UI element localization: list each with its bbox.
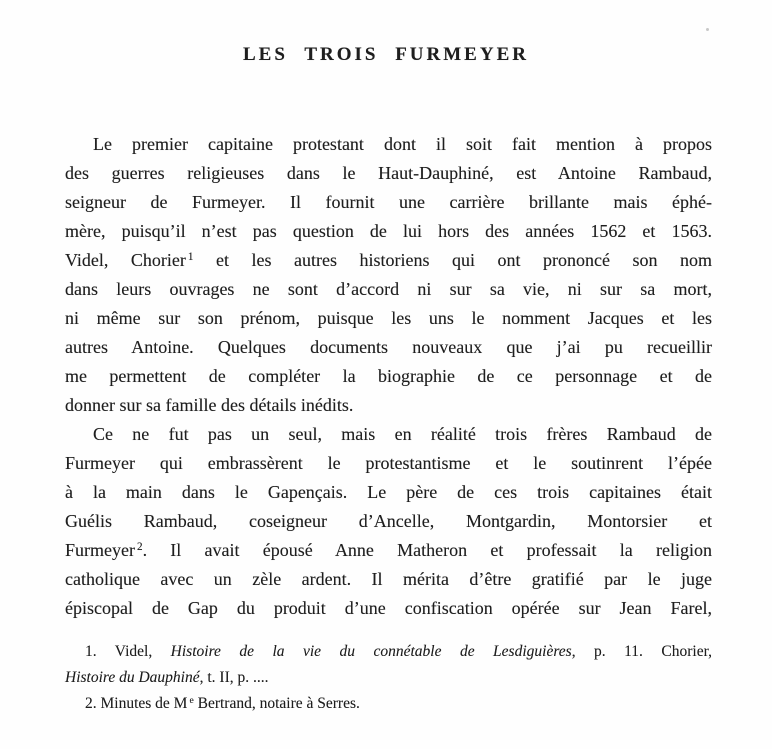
body-line [65,478,712,507]
text-run: Histoire du Dauphiné [65,669,200,686]
footnote-line [65,639,712,665]
text-run: , p. 11. Chorier, [571,643,713,660]
text-run: Videl, Chorier [65,250,186,270]
text-run: ni même sur son prénom, puisque les uns le nomment Jacques et les [65,308,712,328]
text-run: 1. Videl, [85,643,171,660]
scan-speck-artifact [706,28,709,31]
text-run: dans leurs ouvrages ne sont d’accord ni sur sa vie, ni sur sa mort, [65,279,712,299]
body-line [65,333,712,362]
text-run: Bertrand, notaire à Serres. [193,695,360,712]
footnote-line [65,691,712,717]
text-run: catholique avec un zèle ardent. Il mérita d’être gratifié par le juge [65,569,712,589]
text-run: seigneur de Furmeyer. Il fournit une carrière brillante mais éphé- [65,192,712,212]
body-line [65,304,712,333]
body-line [65,594,712,623]
footnotes [65,639,712,717]
footnote-line [65,665,712,691]
text-run: Le premier capitaine protestant dont il soit fait mention à propos [93,134,712,154]
body-line [65,188,712,217]
footnote-marker: e [189,694,194,706]
body-line [65,449,712,478]
text-run: Guélis Rambaud, coseigneur d’Ancelle, Montgardin, Montorsier et [65,511,712,531]
text-run: Furmeyer [65,540,135,560]
body-line [65,507,712,536]
footnote-marker: 1 [187,250,194,263]
text-run: me permettent de compléter la biographie de ce personnage et de [65,366,712,386]
page-title: LES TROIS FURMEYER [243,44,529,65]
body-line [65,536,712,565]
text-run: Ce ne fut pas un seul, mais en réalité trois frères Rambaud de [93,424,712,444]
body-line [65,420,712,449]
text-run: mère, puisqu’il n’est pas question de lui hors des années 1562 et 1563. [65,221,712,241]
body-line [65,246,712,275]
body-line [65,391,712,420]
text-run: . Il avait épousé Anne Matheron et professait la religion [142,540,712,560]
text-run: 2. Minutes de M [85,695,188,712]
text-run: autres Antoine. Quelques documents nouveaux que j’ai pu recueillir [65,337,712,357]
text-run: des guerres religieuses dans le Haut-Dauphiné, est Antoine Rambaud, [65,163,712,183]
footnote-marker: 2 [136,540,143,553]
body-line [65,159,712,188]
text-run: épiscopal de Gap du produit d’une confiscation opérée sur Jean Farel, [65,598,712,618]
body-text [65,130,712,623]
body-line [65,217,712,246]
body-line [65,130,712,159]
text-run: Furmeyer qui embrassèrent le protestantisme et le soutinrent l’épée [65,453,712,473]
body-line [65,565,712,594]
body-line [65,362,712,391]
text-run: , t. II, p. .... [199,669,269,686]
text-run: Histoire de la vie du connétable de Lesdiguières [170,643,572,660]
body-line [65,275,712,304]
text-run: à la main dans le Gapençais. Le père de ces trois capitaines était [65,482,712,502]
text-run: donner sur sa famille des détails inédits. [65,395,354,415]
text-run: et les autres historiens qui ont prononcé son nom [193,250,712,270]
